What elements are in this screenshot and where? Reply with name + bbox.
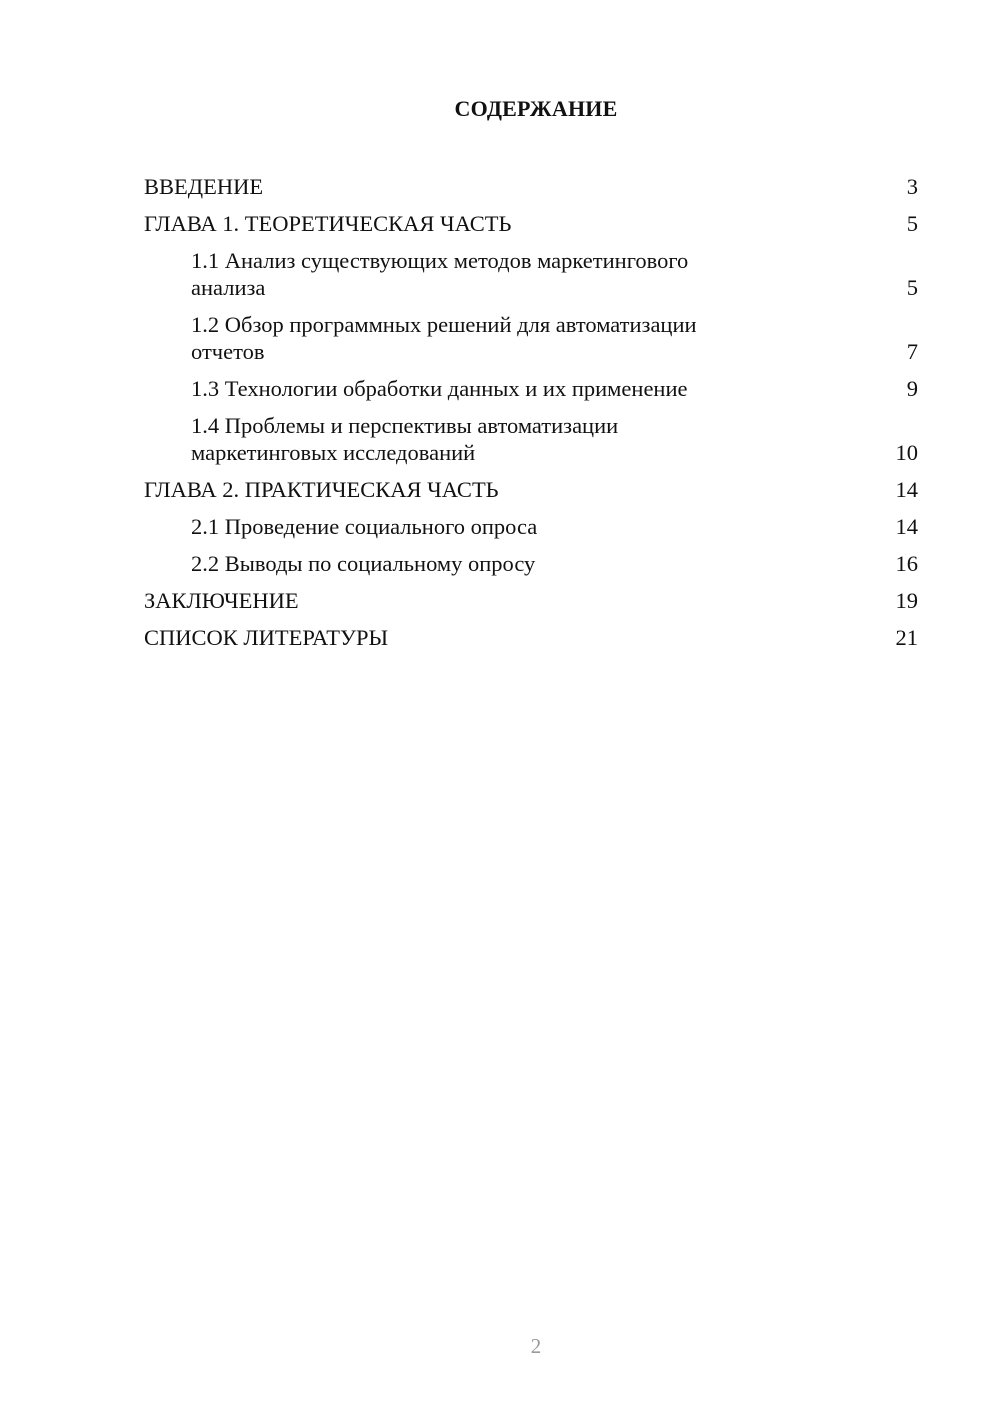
toc-entry-text: 1.4 Проблемы и перспективы автоматизации маркетинговых исследований bbox=[191, 413, 619, 465]
toc-entry[interactable] bbox=[144, 582, 918, 619]
toc-entry[interactable] bbox=[144, 508, 918, 545]
toc-entry-page: 3 bbox=[906, 174, 918, 199]
toc-entry-text: 2.2 Выводы по социальному опросу bbox=[191, 551, 536, 576]
toc-entry-page: 10 bbox=[895, 440, 918, 465]
toc-entry-page: 14 bbox=[895, 514, 918, 539]
toc-entry[interactable] bbox=[144, 306, 918, 370]
table-of-contents bbox=[144, 168, 918, 656]
toc-entry-text: ГЛАВА 1. ТЕОРЕТИЧЕСКАЯ ЧАСТЬ bbox=[144, 211, 512, 236]
toc-entry[interactable] bbox=[144, 471, 918, 508]
toc-entry[interactable] bbox=[144, 168, 918, 205]
toc-entry-text: 1.3 Технологии обработки данных и их применение bbox=[191, 376, 688, 401]
toc-entry-page: 19 bbox=[895, 588, 918, 613]
toc-entry[interactable] bbox=[144, 407, 918, 471]
toc-entry-page: 21 bbox=[895, 625, 918, 650]
toc-entry[interactable] bbox=[144, 619, 918, 656]
toc-entry-page: 9 bbox=[906, 376, 918, 401]
toc-entry-text: 2.1 Проведение социального опроса bbox=[191, 514, 538, 539]
toc-entry-page: 7 bbox=[906, 339, 918, 364]
toc-entry-text: ВВЕДЕНИЕ bbox=[144, 174, 264, 199]
toc-entry[interactable] bbox=[144, 242, 918, 306]
toc-entry-text: 1.1 Анализ существующих методов маркетингового анализа bbox=[191, 248, 689, 300]
toc-entry[interactable] bbox=[144, 545, 918, 582]
toc-entry-text: ЗАКЛЮЧЕНИЕ bbox=[144, 588, 299, 613]
toc-entry-page: 14 bbox=[895, 477, 918, 502]
toc-entry-text: ГЛАВА 2. ПРАКТИЧЕСКАЯ ЧАСТЬ bbox=[144, 477, 499, 502]
toc-entry-page: 5 bbox=[906, 211, 918, 236]
toc-entry-text: СПИСОК ЛИТЕРАТУРЫ bbox=[144, 625, 389, 650]
toc-entry-page: 16 bbox=[895, 551, 918, 576]
toc-entry[interactable] bbox=[144, 205, 918, 242]
toc-entry-text: 1.2 Обзор программных решений для автоматизации отчетов bbox=[191, 312, 697, 364]
toc-entry[interactable] bbox=[144, 370, 918, 407]
page-number: 2 bbox=[530, 1334, 542, 1358]
toc-title: СОДЕРЖАНИЕ bbox=[454, 96, 618, 121]
toc-entry-page: 5 bbox=[906, 275, 918, 300]
